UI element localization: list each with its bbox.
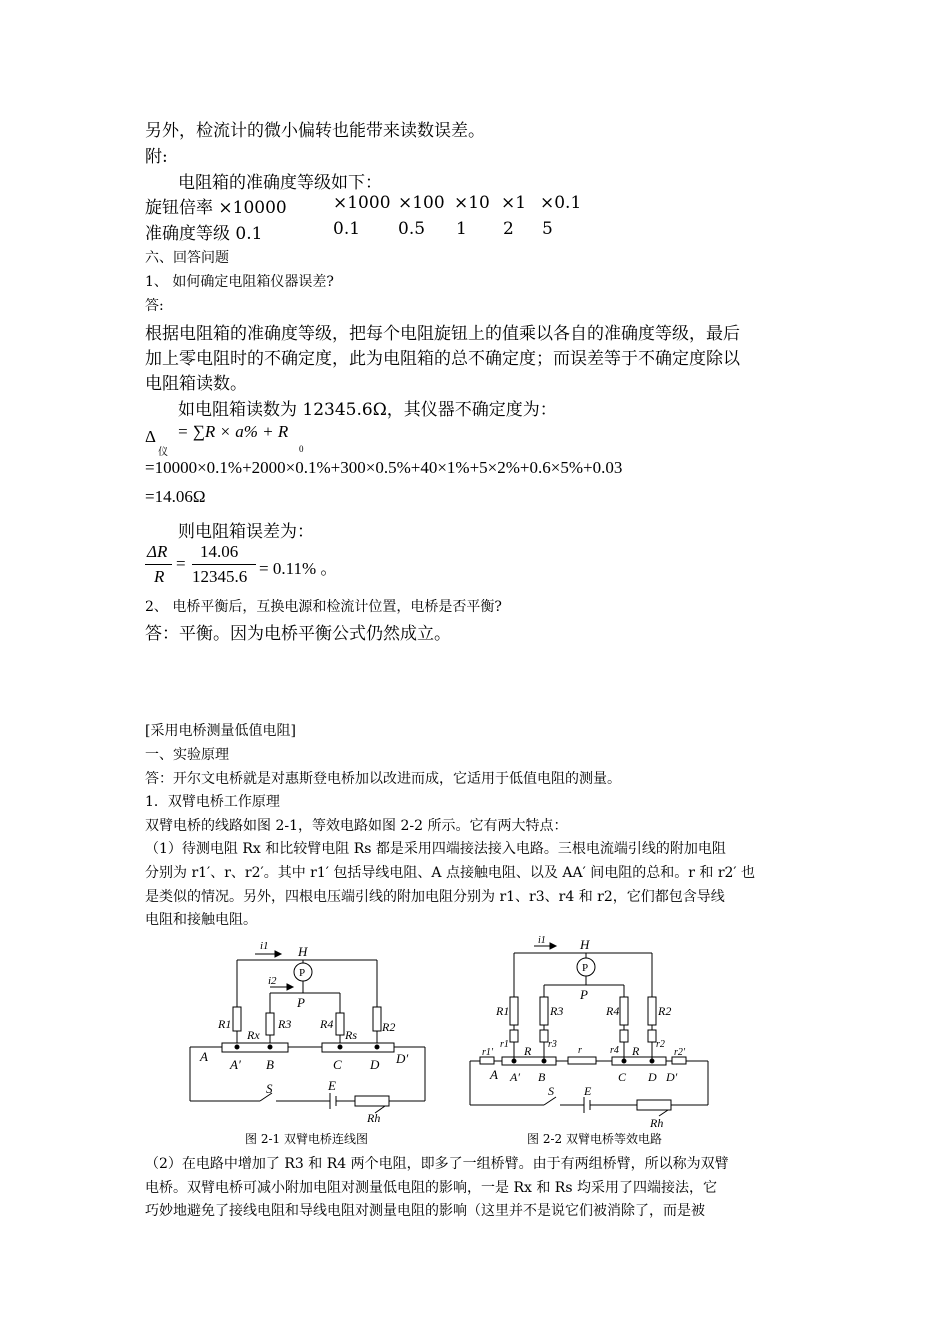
table-cell: 0.1 <box>333 219 361 239</box>
fig1-label-Rs: Rs <box>345 1028 357 1042</box>
figure-2-1-bridge-wiring <box>180 935 440 1135</box>
fraction-bar <box>192 564 256 565</box>
table-cell: 0.5 <box>398 219 426 239</box>
fig1-label-i1: i1 <box>260 940 269 952</box>
equation-subscript: 仪 <box>158 447 168 458</box>
fig2-label-i1: i1 <box>538 935 546 946</box>
fig1-label-P: P <box>297 995 305 1010</box>
text-line: 电桥。双臂电桥可减小附加电阻对测量低电阻的影响，一是 Rx 和 Rs 均采用了四端接法，它 <box>145 1180 717 1196</box>
equation-subscript: 0 <box>299 444 304 454</box>
table-cell: 准确度等级 0.1 <box>145 224 263 244</box>
section-heading: 一、实验原理 <box>145 747 229 763</box>
table-cell: 1 <box>456 219 467 239</box>
fraction-numerator: 14.06 <box>200 542 239 561</box>
text-line: 另外，检流计的微小偏转也能带来读数误差。 <box>145 121 485 141</box>
fig2-label-A: A <box>490 1067 498 1082</box>
fig2-label-E: E <box>584 1084 592 1098</box>
fig2-label-r4: r4 <box>610 1045 619 1056</box>
table-cell: ×10 <box>454 193 490 213</box>
fig2-label-D: D <box>648 1070 657 1084</box>
equation: =14.06Ω <box>145 487 206 506</box>
text-line: 电阻箱读数。 <box>145 374 247 394</box>
fig2-label-r3: r3 <box>548 1039 557 1050</box>
fig1-label-R4: R4 <box>320 1017 334 1031</box>
fraction-denominator: R <box>154 567 165 586</box>
table-cell: 5 <box>542 219 553 239</box>
fig2-label-R1: R1 <box>496 1004 510 1018</box>
answer-label: 答: <box>145 298 164 314</box>
fig1-label-A: A <box>200 1049 208 1064</box>
fig1-label-P-gauge: P <box>299 967 306 979</box>
section-heading: 六、回答问题 <box>145 250 229 266</box>
fig2-label-r2: r2 <box>656 1039 665 1050</box>
table-cell: 2 <box>503 219 514 239</box>
fig2-label-P: P <box>580 987 588 1002</box>
fig1-label-Rx: Rx <box>247 1028 260 1042</box>
fig2-label-Dp: D′ <box>666 1070 678 1084</box>
fraction-result: = 0.11% 。 <box>259 559 338 578</box>
table-cell: 旋钮倍率 ×10000 <box>145 198 287 218</box>
fig2-label-Rx: R <box>524 1044 532 1058</box>
fig2-label-H: H <box>580 937 590 952</box>
fig2-label-B: B <box>538 1070 546 1084</box>
table-cell: ×1000 <box>333 193 391 213</box>
text-line: 电阻箱的准确度等级如下： <box>178 173 382 193</box>
table-cell: ×100 <box>398 193 445 213</box>
fig1-label-C: C <box>333 1057 342 1072</box>
fig1-label-R3: R3 <box>278 1017 292 1031</box>
fraction-denominator: 12345.6 <box>192 567 248 586</box>
fig2-label-r2p: r2′ <box>674 1047 686 1058</box>
table-cell: ×0.1 <box>540 193 582 213</box>
fig1-label-Ap: A′ <box>230 1057 241 1072</box>
equation-rhs: = ∑R × a% + R <box>177 422 289 441</box>
fig2-label-R3: R3 <box>550 1004 564 1018</box>
text-line: 答：开尔文电桥就是对惠斯登电桥加以改进而成，它适用于低值电阻的测量。 <box>145 771 621 787</box>
fig1-label-Dp: D′ <box>396 1051 409 1066</box>
delta-symbol: Δ <box>145 427 156 446</box>
fig2-label-P-gauge: P <box>582 962 589 974</box>
fig2-label-r1p: r1′ <box>482 1047 494 1058</box>
fig2-label-Rh: Rh <box>650 1116 664 1130</box>
fraction-bar <box>145 564 172 565</box>
fig1-label-R2: R2 <box>382 1020 396 1034</box>
fig2-label-Rs: R <box>632 1044 640 1058</box>
fig2-label-C: C <box>618 1070 627 1084</box>
question: 2、 电桥平衡后，互换电源和检流计位置，电桥是否平衡? <box>145 599 502 615</box>
text-line: 根据电阻箱的准确度等级，把每个电阻旋钮上的值乘以各自的准确度等级，最后 <box>145 324 740 344</box>
fig1-label-Rh: Rh <box>367 1111 381 1125</box>
text-line: 如电阻箱读数为 12345.6Ω，其仪器不确定度为： <box>178 400 557 420</box>
subsection-heading: 1．双臂电桥工作原理 <box>145 794 280 810</box>
fig1-label-R1: R1 <box>218 1017 232 1031</box>
text-line: （1）待测电阻 Rx 和比较臂电阻 Rs 都是采用四端接法接入电路。三根电流端引线的附加电阻 <box>145 841 726 857</box>
fig1-label-B: B <box>266 1057 274 1072</box>
answer: 答：平衡。因为电桥平衡公式仍然成立。 <box>145 624 451 644</box>
text-line: 巧妙地避免了接线电阻和导线电阻对测量电阻的影响（这里并不是说它们被消除了，而是被 <box>145 1203 705 1219</box>
fraction-numerator: ΔR <box>147 542 168 561</box>
fig2-label-r1: r1 <box>500 1039 509 1050</box>
text-line: 则电阻箱误差为： <box>178 522 314 542</box>
fig1-label-E: E <box>328 1078 336 1093</box>
text-line: 电阻和接触电阻。 <box>145 912 257 928</box>
section-title: [采用电桥测量低值电阻] <box>145 723 296 739</box>
fig2-label-S: S <box>548 1084 554 1098</box>
text-line: 分别为 r1′、r、r2′。其中 r1′ 包括导线电阻、A 点接触电阻、以及 AA′ 间电阻的总和。r 和 r2′ 也 <box>145 865 756 881</box>
fig2-label-R4: R4 <box>606 1004 620 1018</box>
figure-caption: 图 2-2 双臂电桥等效电路 <box>527 1132 662 1146</box>
table-cell: ×1 <box>501 193 527 213</box>
fig1-label-H: H <box>298 944 308 959</box>
text-line: 附: <box>145 147 168 167</box>
text-line: （2）在电路中增加了 R3 和 R4 两个电阻，即多了一组桥臂。由于有两组桥臂，所以称为双臂 <box>145 1156 729 1172</box>
fig2-label-R2: R2 <box>658 1004 672 1018</box>
equation: =10000×0.1%+2000×0.1%+300×0.5%+40×1%+5×2%+0.6×5%+0.03 <box>145 458 623 477</box>
fig1-label-i2: i2 <box>268 975 277 987</box>
text-line: 双臂电桥的线路如图 2-1，等效电路如图 2-2 所示。它有两大特点： <box>145 818 568 834</box>
equation <box>145 427 156 447</box>
text-line: 加上零电阻时的不确定度，此为电阻箱的总不确定度；而误差等于不确定度除以 <box>145 349 740 369</box>
fig2-label-r: r <box>578 1045 582 1056</box>
fig1-label-D: D <box>370 1057 380 1072</box>
figure-caption: 图 2-1 双臂电桥连线图 <box>245 1132 368 1146</box>
text-line: 是类似的情况。另外，四根电压端引线的附加电阻分别为 r1、r3、r4 和 r2，它们都包含导线 <box>145 889 725 905</box>
fig1-label-S: S <box>266 1081 273 1096</box>
question: 1、 如何确定电阻箱仪器误差? <box>145 274 334 290</box>
fig2-label-Ap: A′ <box>510 1070 520 1084</box>
figure-2-2-equivalent-circuit <box>462 935 722 1135</box>
